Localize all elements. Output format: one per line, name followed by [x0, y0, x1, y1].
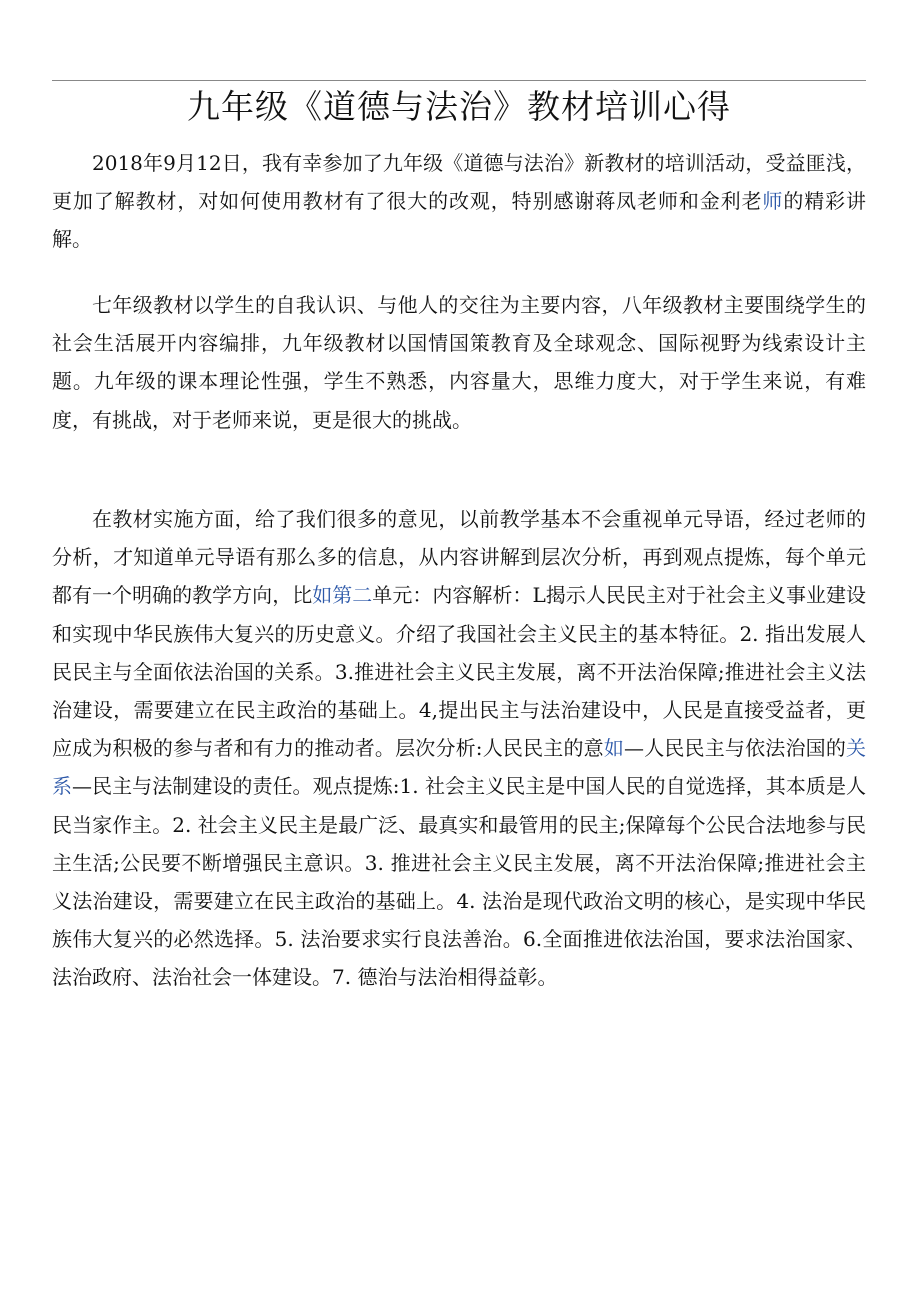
paragraph-1-text-end: 的精彩讲解。: [52, 189, 867, 252]
paragraph-1-highlight: 师: [762, 189, 784, 214]
paragraph-3: [52, 500, 866, 997]
paragraph-2: 七年级教材以学生的自我认识、与他人的交往为主要内容，八年级教材主要围绕学生的社会生活展开内容编排，九年级教材以国情国策教育及全球观念、国际视野为线索设计主题。九年级的课本理论性强，学生不熟悉，内容量大，思维力度大，对于学生来说，有难度，有挑战，对于老师来说，更是很大的挑战。: [52, 293, 866, 432]
paragraph-3-highlight-2: 如: [603, 736, 625, 761]
paragraph-1: [52, 144, 866, 259]
header-rule: [52, 80, 866, 81]
paragraph-3-text: 在教材实施方面，给了我们很多的意见，以前教学基本不会重视单元导语，经过老师的分析，才知道单元导语有那么多的信息，从内容讲解到层次分析，再到观点提炼，每个单元都有一个明确的教学方向，比: [52, 507, 866, 608]
paragraph-3-highlight-1: 如第二: [312, 583, 373, 608]
paragraph-3-text-4: —民主与法制建设的责任。观点提炼:1. 社会主义民主是中国人民的自觉选择，其本质是人民当家作主。2. 社会主义民主是最广泛、最真实和最管用的民主;保障每个公民合法地参与民主生活;公民要不断增强民主意识。3. 推进社会主义民主发展，离不开法治保障;推进社会主义法治建设，需要建立在民主政治的基础上。4. 法治是现代政治文明的核心，是实现中华民族伟大复兴的必然选择。5. 法治要求实行良法善治。6.全面推进依法治国，要求法治国家、法治政府、法治社会一体建设。7. 德治与法治相得益彰。: [52, 774, 866, 990]
document-title: 九年级《道德与法治》教材培训心得: [187, 87, 731, 126]
paragraph-1-text: 2018年9月12日，我有幸参加了九年级《道德与法治》新教材的培训活动，受益匪浅，更加了解教材，对如何使用教材有了很大的改观，特别感谢蒋凤老师和金利老: [52, 151, 866, 214]
paragraph-3-text-3: —人民民主与依法治国的: [624, 736, 847, 761]
paragraph-3-text-2: 单元：内容解析：L揭示人民民主对于社会主义事业建设和实现中华民族伟大复兴的历史意义。介绍了我国社会主义民主的基本特征。2. 指出发展人民民主与全面依法治国的关系。3.推进社会主义民主发展，离不开法治保障;推进社会主义法治建设，需要建立在民主政治的基础上。4,提出民主与法治建设中，人民是直接受益者，更应成为积极的参与者和有力的推动者。层次分析:人民民主的意: [52, 583, 867, 761]
paragraph-3-highlight-3: 关系: [52, 736, 867, 799]
